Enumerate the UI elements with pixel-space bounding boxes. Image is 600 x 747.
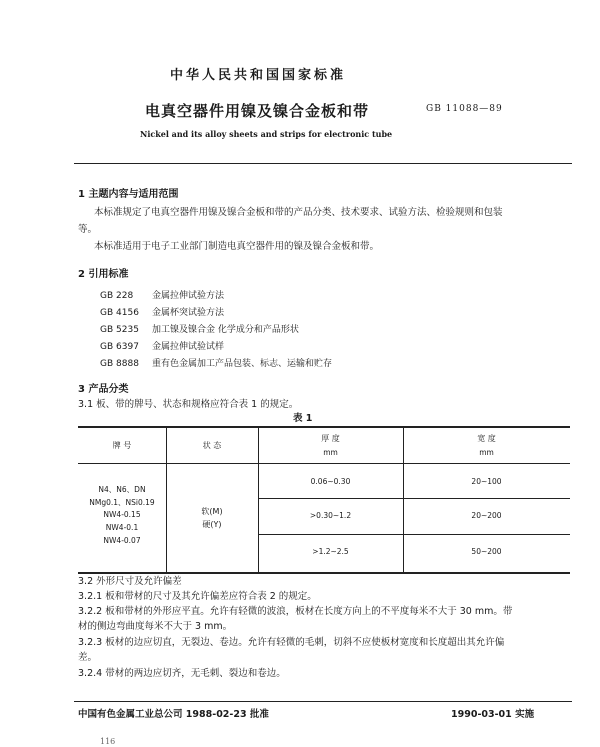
page-number: 116 (100, 737, 116, 746)
table-header-width: 宽 度 (477, 434, 496, 443)
table-state-cell: 硬(Y) (202, 520, 222, 529)
reference-name: 金属拉伸试验方法 (152, 291, 225, 301)
table-grade-cell: NMg0.1、NSi0.19 (89, 498, 155, 507)
reference-code: GB 5235 (100, 325, 139, 335)
table-grade-cell: N4、N6、DN (98, 485, 146, 494)
table-header-thickness: 厚 度 (321, 434, 340, 443)
approval-note: 中国有色金属工业总公司 1988-02-23 批准 (78, 709, 269, 720)
document-title-en: Nickel and its alloy sheets and strips for electronic tube (140, 129, 393, 139)
clause-3-2-2-line-1: 3.2.2 板和带材的外形应平直。允许有轻微的波浪，板材在长度方向上的不平度每米不大于 30 mm。带 (78, 606, 513, 617)
section-3-heading: 3 产品分类 (78, 384, 129, 395)
table-header-state: 状 态 (202, 441, 222, 450)
clause-3-2-1: 3.2.1 板和带材的尺寸及其允许偏差应符合表 2 的规定。 (78, 591, 317, 602)
table-grade-cell: NW4-0.07 (103, 536, 141, 545)
table-state-cell: 软(M) (201, 507, 223, 516)
reference-name: 金属拉伸试验试样 (152, 342, 225, 352)
document-title-cn: 电真空器件用镍及镍合金板和带 (145, 102, 370, 120)
table-header-width-unit: mm (479, 448, 494, 457)
section-1-para-1-line-1: 本标准规定了电真空器件用镍及镍合金板和带的产品分类、技术要求、试验方法、检验规则和包装 (94, 207, 503, 218)
implementation-date: 1990-03-01 实施 (451, 709, 535, 720)
clause-3-2-2-line-2: 材的侧边弯曲度每米不大于 3 mm。 (78, 621, 233, 632)
section-1-para-2: 本标准适用于电子工业部门制造电真空器件用的镍及镍合金板和带。 (94, 241, 380, 252)
standard-number: GB 11088—89 (426, 104, 503, 114)
table-grade-cell: NW4-0.1 (105, 523, 139, 532)
reference-code: GB 8888 (100, 359, 139, 369)
clause-3-2: 3.2 外形尺寸及允许偏差 (78, 576, 182, 587)
clause-3-1: 3.1 板、带的牌号、状态和规格应符合表 1 的规定。 (78, 399, 299, 410)
table-header-thickness-unit: mm (323, 448, 338, 457)
section-1-para-1-line-2: 等。 (78, 224, 98, 235)
reference-item (100, 322, 299, 335)
table-width-cell: 20~100 (471, 477, 502, 486)
footer-rule (74, 701, 572, 702)
reference-item (100, 339, 224, 352)
clause-3-2-4: 3.2.4 带材的两边应切齐，无毛刺、裂边和卷边。 (78, 668, 286, 679)
table-width-cell: 20~200 (471, 511, 502, 520)
national-standard-heading: 中华人民共和国国家标准 (170, 68, 347, 83)
reference-code: GB 228 (100, 291, 134, 301)
table-thickness-cell: 0.06~0.30 (310, 477, 351, 486)
section-1-heading: 1 主题内容与适用范围 (78, 189, 179, 200)
reference-name: 重有色金属加工产品包装、标志、运输和贮存 (152, 359, 333, 369)
table-thickness-cell: >0.30~1.2 (309, 511, 352, 520)
header-rule (74, 163, 572, 164)
reference-code: GB 6397 (100, 342, 139, 352)
reference-code: GB 4156 (100, 308, 139, 318)
reference-name: 加工镍及镍合金 化学成分和产品形状 (152, 325, 299, 335)
clause-3-2-3-line-1: 3.2.3 板材的边应切直，无裂边、卷边。允许有轻微的毛刺，切斜不应使板材宽度和长度超出其允许偏 (78, 637, 505, 648)
reference-name: 金属杯突试验方法 (152, 308, 225, 318)
table-1-title: 表 1 (293, 413, 313, 424)
section-2-heading: 2 引用标准 (78, 269, 129, 280)
table-header-grade: 牌 号 (112, 441, 132, 450)
table-width-cell: 50~200 (471, 547, 502, 556)
reference-item (100, 288, 224, 301)
table-grade-cell: NW4-0.15 (103, 510, 141, 519)
reference-item (100, 305, 224, 318)
clause-3-2-3-line-2: 差。 (78, 652, 98, 663)
reference-item (100, 356, 332, 369)
table-thickness-cell: >1.2~2.5 (312, 547, 349, 556)
